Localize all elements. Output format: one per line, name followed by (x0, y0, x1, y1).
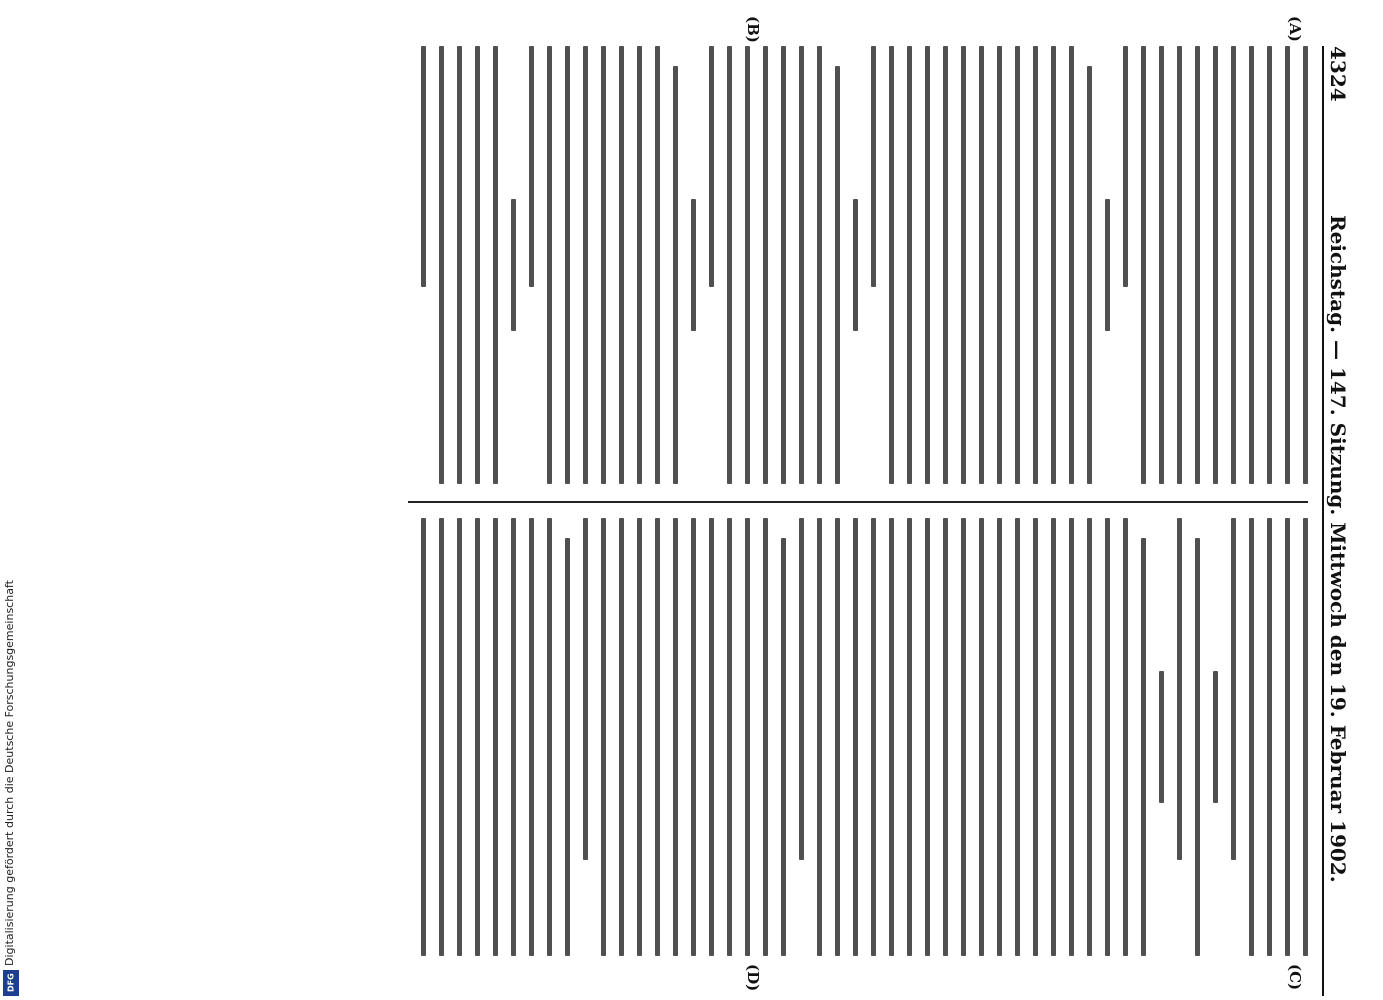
text-line (943, 518, 948, 956)
text-line (781, 538, 786, 956)
text-line (457, 46, 462, 484)
text-line (655, 518, 660, 956)
text-line (1033, 518, 1038, 956)
text-line (1231, 46, 1236, 484)
text-line (799, 518, 804, 860)
text-line (1015, 518, 1020, 956)
text-line (745, 46, 750, 484)
text-line (1195, 46, 1200, 484)
text-line (871, 46, 876, 287)
text-line (691, 199, 696, 330)
text-line (1051, 518, 1056, 956)
text-line (619, 46, 624, 484)
text-line (1123, 46, 1128, 287)
text-line (853, 199, 858, 330)
text-line (889, 518, 894, 956)
text-line (943, 46, 948, 484)
text-line (961, 518, 966, 956)
text-line (1177, 518, 1182, 860)
text-line (583, 46, 588, 484)
text-column-right (408, 518, 1308, 956)
text-line (475, 46, 480, 484)
text-line (997, 518, 1002, 956)
text-line (565, 46, 570, 484)
text-line (925, 518, 930, 956)
running-title: Reichstag. — 147. Sitzung. Mittwoch den 19. Februar 1902. (1326, 214, 1350, 883)
marker-a: (A) (1286, 16, 1304, 42)
text-line (1231, 518, 1236, 860)
text-line (1303, 518, 1308, 956)
text-line (907, 46, 912, 484)
text-line (1177, 46, 1182, 484)
text-line (709, 46, 714, 287)
text-line (727, 518, 732, 956)
text-line (727, 46, 732, 484)
text-line (511, 199, 516, 330)
text-line (979, 518, 984, 956)
text-line (529, 518, 534, 956)
text-line (1249, 46, 1254, 484)
text-line (673, 518, 678, 956)
dfg-notice: Digitalisierung gefördert durch die Deutsche Forschungsgemeinschaft (3, 580, 16, 966)
text-line (763, 518, 768, 956)
text-line (979, 46, 984, 484)
text-line (547, 46, 552, 484)
text-line (709, 518, 714, 956)
text-line (619, 518, 624, 956)
text-line (1159, 46, 1164, 484)
text-line (547, 518, 552, 956)
text-line (925, 46, 930, 484)
text-line (529, 46, 534, 287)
text-line (1087, 66, 1092, 484)
text-line (493, 46, 498, 484)
text-line (889, 46, 894, 484)
text-line (1123, 518, 1128, 956)
marker-c: (C) (1286, 964, 1304, 991)
text-line (421, 518, 426, 956)
text-line (565, 538, 570, 956)
rotated-page (22, 16, 1352, 996)
text-line (475, 518, 480, 956)
text-line (835, 66, 840, 484)
text-line (817, 518, 822, 956)
text-line (583, 518, 588, 860)
marker-d: (D) (744, 964, 762, 992)
dfg-sidebar (0, 0, 22, 1000)
text-line (799, 46, 804, 484)
text-line (997, 46, 1002, 484)
text-line (745, 518, 750, 956)
text-line (1303, 46, 1308, 484)
text-line (655, 46, 660, 484)
text-line (871, 518, 876, 956)
marker-b: (B) (744, 16, 762, 43)
text-line (1069, 46, 1074, 484)
text-line (1267, 46, 1272, 484)
text-line (1195, 538, 1200, 956)
text-line (457, 518, 462, 956)
text-line (637, 46, 642, 484)
text-line (961, 46, 966, 484)
text-line (1213, 671, 1218, 802)
text-line (853, 518, 858, 956)
text-line (1285, 46, 1290, 484)
text-line (1141, 46, 1146, 484)
text-line (1087, 518, 1092, 956)
text-line (511, 518, 516, 956)
text-line (421, 46, 426, 287)
text-line (817, 46, 822, 484)
text-line (493, 518, 498, 956)
text-line (1249, 518, 1254, 956)
text-line (439, 518, 444, 956)
text-line (1033, 46, 1038, 484)
text-line (1267, 518, 1272, 956)
text-line (601, 518, 606, 956)
page-number: 4324 (1326, 46, 1350, 102)
text-line (601, 46, 606, 484)
text-line (763, 46, 768, 484)
text-line (835, 518, 840, 956)
text-column-left (408, 46, 1308, 484)
text-line (1051, 46, 1056, 484)
dfg-logo-icon: DFG (3, 970, 19, 996)
text-line (1285, 518, 1290, 956)
text-line (1069, 518, 1074, 956)
text-line (1141, 538, 1146, 956)
text-line (781, 46, 786, 484)
column-divider (408, 501, 1308, 503)
text-line (673, 66, 678, 484)
text-line (1015, 46, 1020, 484)
text-line (439, 46, 444, 484)
text-line (1159, 671, 1164, 802)
text-line (1213, 46, 1218, 484)
text-line (637, 518, 642, 956)
text-line (1105, 518, 1110, 956)
page-header (1322, 46, 1352, 996)
text-line (907, 518, 912, 956)
text-line (1105, 199, 1110, 330)
text-line (691, 518, 696, 956)
